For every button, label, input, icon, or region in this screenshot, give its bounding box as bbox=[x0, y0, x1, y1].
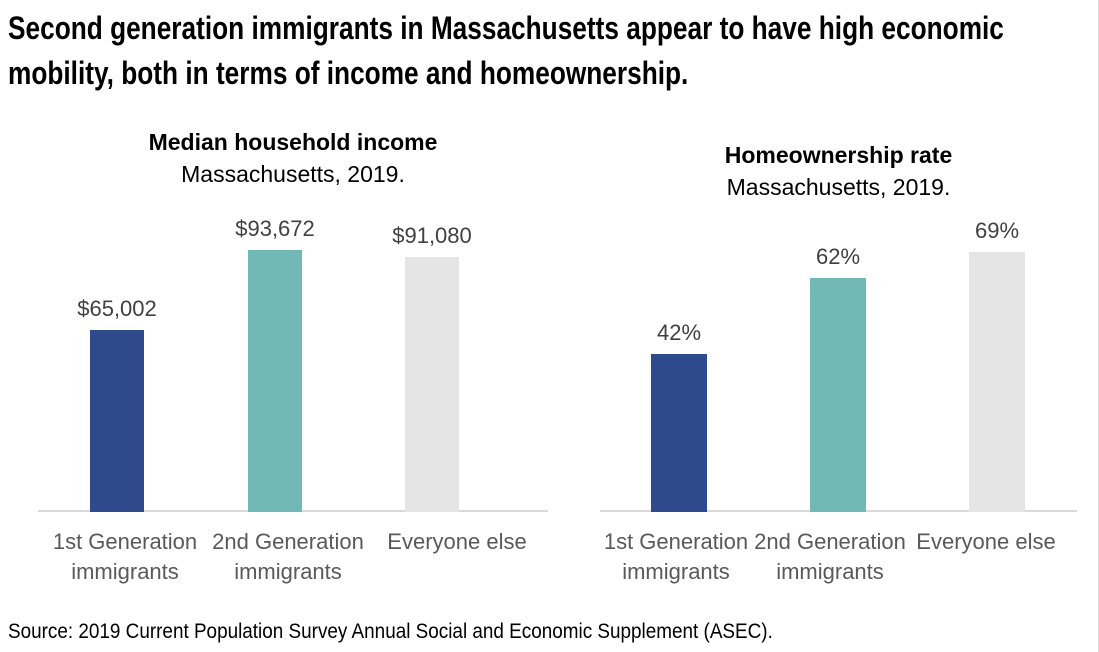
value-label-2nd-generation-immigrants: $93,672 bbox=[235, 216, 315, 241]
value-label-everyone-else: $91,080 bbox=[392, 223, 472, 248]
category-label-1st-generation-immigrants: 1st Generation immigrants bbox=[52, 529, 198, 584]
bar-1st-generation-immigrants bbox=[90, 330, 144, 512]
bar-1st-generation-immigrants bbox=[651, 354, 707, 512]
income-chart-title: Median household income bbox=[148, 129, 438, 155]
income-chart-subtitle: Massachusetts, 2019. bbox=[181, 161, 405, 187]
homeownership-chart-subtitle: Massachusetts, 2019. bbox=[726, 174, 951, 200]
bar-2nd-generation-immigrants bbox=[248, 250, 302, 512]
source-note: Source: 2019 Current Population Survey Annual Social and Economic Supplement (ASEC). bbox=[8, 620, 773, 643]
homeownership-chart-plot bbox=[600, 0, 1077, 652]
bar-everyone-else bbox=[405, 257, 459, 512]
income-chart bbox=[38, 0, 548, 652]
bar-everyone-else bbox=[969, 252, 1025, 512]
category-label-1st-generation-immigrants: 1st Generation immigrants bbox=[603, 529, 749, 584]
value-label-1st-generation-immigrants: $65,002 bbox=[77, 296, 157, 321]
bar-2nd-generation-immigrants bbox=[810, 278, 866, 512]
category-label-everyone-else: Everyone else bbox=[916, 529, 1056, 554]
homeownership-chart-title: Homeownership rate bbox=[724, 142, 953, 168]
income-chart-plot bbox=[38, 0, 548, 652]
value-label-1st-generation-immigrants: 42% bbox=[656, 320, 702, 345]
category-label-2nd-generation-immigrants: 2nd Generation immigrants bbox=[754, 529, 906, 584]
value-label-everyone-else: 69% bbox=[974, 218, 1020, 243]
main-title-line-2: mobility, both in terms of income and homeownership. bbox=[8, 55, 689, 91]
category-label-everyone-else: Everyone else bbox=[387, 529, 527, 554]
main-title-line-1: Second generation immigrants in Massachusetts appear to have high economic bbox=[8, 10, 1004, 46]
homeownership-chart bbox=[600, 0, 1077, 652]
category-label-2nd-generation-immigrants: 2nd Generation immigrants bbox=[212, 529, 364, 584]
value-label-2nd-generation-immigrants: 62% bbox=[815, 244, 861, 269]
